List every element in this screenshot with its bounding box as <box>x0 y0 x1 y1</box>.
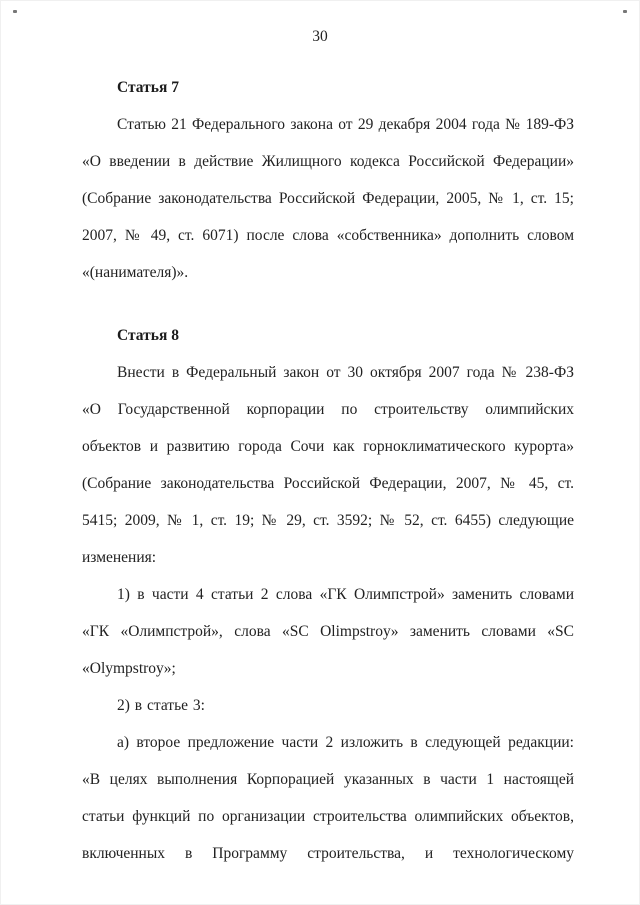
article-heading: Статья 7 <box>117 79 179 96</box>
document-sections <box>1 69 639 872</box>
scan-mark-top-left <box>13 10 17 13</box>
article-section <box>82 317 574 872</box>
paragraph: Статью 21 Федерального закона от 29 декабря 2004 года № 189-ФЗ «О введении в действие Жилищного кодекса Российской Федерации» (Собрание законодательства Российской Федерации, 2005, № 1, ст. 15; 2007, № 49, ст. 6071) после слова «собственника» дополнить словом «(нанимателя)». <box>82 116 574 281</box>
paragraph: а) второе предложение части 2 изложить в следующей редакции: «В целях выполнения Корпорацией указанных в части 1 настоящей статьи функций по организации строительства олимпийских объектов, включенных в Программу строительства, и технологическому <box>82 734 574 862</box>
paragraph: 1) в части 4 статьи 2 слова «ГК Олимпстрой» заменить словами «ГК «Олимпстрой», слова «SC Olimpstroy» заменить словами «SC «Olympstroy»; <box>82 586 574 677</box>
article-heading: Статья 8 <box>117 327 179 344</box>
scan-mark-top-right <box>623 10 627 13</box>
paragraph: 2) в статье 3: <box>117 697 205 714</box>
paragraph: Внести в Федеральный закон от 30 октября 2007 года № 238-ФЗ «О Государственной корпорации по строительству олимпийских объектов и развитию города Сочи как горноклиматического курорта» (Собрание законодательства Российской Федерации, 2007, № 45, ст. 5415; 2009, № 1, ст. 19; № 29, ст. 3592; № 52, ст. 6455) следующие изменения: <box>82 364 574 566</box>
page-number: 30 <box>312 28 328 45</box>
article-section <box>82 69 574 291</box>
